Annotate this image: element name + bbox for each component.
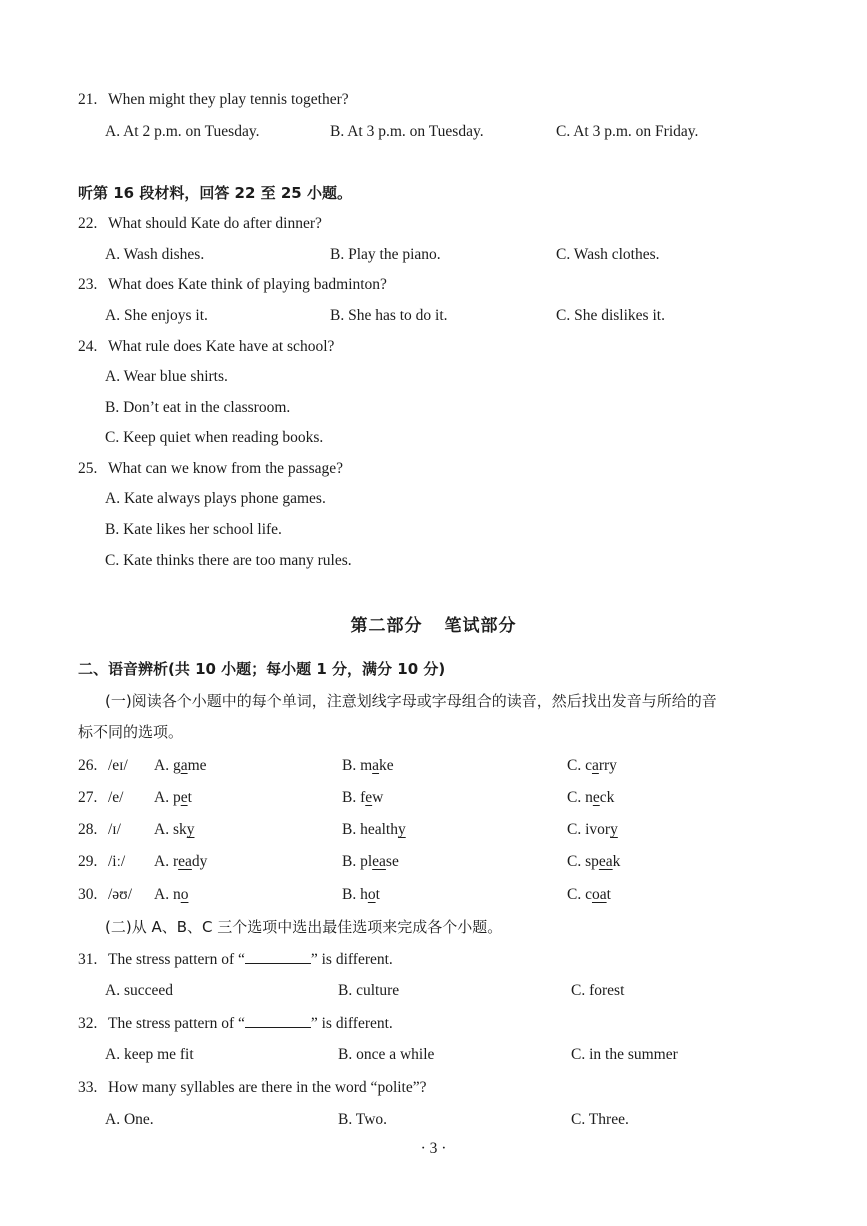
part-two-title: 第二部分 — [350, 616, 423, 636]
q33-option-a: A. One. — [105, 1111, 154, 1128]
question-number: 29. — [78, 853, 98, 870]
option-a-label: A. — [154, 886, 173, 903]
section-title: 二、语音辨析(共 10 小题；每小题 1 分，满分 10 分) — [78, 660, 446, 678]
option-a-word-end: dy — [191, 853, 208, 870]
option-b-end: se — [385, 853, 399, 870]
question-number: 22. — [78, 215, 98, 232]
option-c — [567, 885, 611, 905]
question-number: 30. — [78, 886, 98, 903]
option-b-end: t — [375, 886, 380, 903]
page-number: · 3 · — [420, 1140, 447, 1157]
option-a-underlined: ea — [178, 853, 192, 870]
question-number: 24. — [78, 338, 98, 355]
question-number: 32. — [78, 1015, 98, 1032]
q23-option-c: C. She dislikes it. — [556, 307, 665, 324]
question-21 — [78, 90, 349, 110]
q25-option-a: A. Kate always plays phone games. — [105, 490, 326, 507]
option-c-end: k — [612, 853, 621, 870]
question-number: 25. — [78, 460, 98, 477]
option-a-underlined: e — [180, 789, 188, 806]
question-number: 28. — [78, 821, 98, 838]
answer-blank — [245, 1013, 311, 1028]
sub-instruction-2: (二)从 A、B、C 三个选项中选出最佳选项来完成各个小题。 — [105, 918, 503, 936]
option-b-underlined: o — [367, 886, 376, 903]
phonetic-symbol: /e/ — [108, 789, 124, 806]
option-a-word-start: p — [172, 789, 181, 806]
question-text: What can we know from the passage? — [108, 460, 343, 477]
listening-instruction-16: 听第 16 段材料，回答 22 至 25 小题。 — [78, 184, 352, 202]
option-a-label: A. — [154, 757, 173, 774]
option-a-underlined: a — [180, 757, 188, 774]
question-text: What does Kate think of playing badminton? — [108, 276, 387, 293]
q31-option-b: B. culture — [338, 982, 400, 999]
question-number: 21. — [78, 91, 98, 108]
q32-option-b: B. once a while — [338, 1046, 435, 1063]
option-c-start: C. c — [567, 757, 592, 774]
question-text-post: ” is different. — [310, 1015, 393, 1032]
question-number: 33. — [78, 1079, 98, 1096]
question-24 — [78, 337, 334, 357]
question-text-pre: The stress pattern of “ — [108, 951, 245, 968]
option-b-start: B. health — [342, 821, 398, 838]
phonetics-row — [78, 756, 207, 776]
option-b-underlined: y — [397, 821, 406, 838]
question-32 — [78, 1013, 393, 1034]
question-text: What should Kate do after dinner? — [108, 215, 322, 232]
phonetic-symbol: /əʊ/ — [108, 886, 132, 903]
question-22 — [78, 214, 322, 234]
option-a-label: A. — [154, 853, 173, 870]
question-number: 27. — [78, 789, 98, 806]
q21-option-b: B. At 3 p.m. on Tuesday. — [330, 123, 484, 140]
option-a-underlined: y — [186, 821, 195, 838]
q22-option-b: B. Play the piano. — [330, 246, 441, 263]
phonetics-row — [78, 820, 195, 840]
part-two-heading — [0, 611, 867, 636]
q31-option-a: A. succeed — [105, 982, 173, 999]
question-23 — [78, 275, 387, 295]
option-c-underlined: oa — [591, 886, 607, 903]
option-c — [567, 756, 617, 776]
question-33 — [78, 1078, 427, 1098]
option-c-end: ck — [599, 789, 615, 806]
option-b-start: B. m — [342, 757, 373, 774]
option-c-underlined: ea — [598, 853, 613, 870]
q32-option-a: A. keep me fit — [105, 1046, 194, 1063]
option-b-end: w — [372, 789, 384, 806]
sub-instruction-1-line2: 标不同的选项。 — [78, 723, 184, 741]
option-c-start: C. ivor — [567, 821, 611, 838]
option-c — [567, 852, 620, 872]
option-b — [342, 820, 406, 840]
option-c-underlined: y — [610, 821, 618, 838]
option-c-underlined: e — [592, 789, 600, 806]
phonetics-row — [78, 788, 192, 808]
phonetic-symbol: /iː/ — [108, 853, 126, 870]
phonetic-symbol: /ɪ/ — [108, 821, 121, 838]
option-b-underlined: e — [365, 789, 373, 806]
option-c-start: C. sp — [567, 853, 599, 870]
question-31 — [78, 949, 393, 970]
option-b-start: B. pl — [342, 853, 373, 870]
question-25 — [78, 459, 343, 479]
q23-option-a: A. She enjoys it. — [105, 307, 208, 324]
q24-option-c: C. Keep quiet when reading books. — [105, 429, 324, 446]
question-number: 26. — [78, 757, 98, 774]
q22-option-a: A. Wash dishes. — [105, 246, 205, 263]
q24-option-b: B. Don’t eat in the classroom. — [105, 399, 291, 416]
question-number: 23. — [78, 276, 98, 293]
option-b — [342, 852, 399, 872]
written-part-title: 笔试部分 — [444, 616, 517, 636]
question-text: When might they play tennis together? — [108, 91, 349, 108]
question-text: What rule does Kate have at school? — [108, 338, 335, 355]
q23-option-b: B. She has to do it. — [330, 307, 448, 324]
q32-option-c: C. in the summer — [571, 1046, 678, 1063]
answer-blank — [245, 949, 311, 964]
option-a-word-start: r — [172, 853, 179, 870]
option-a-word-end: t — [187, 789, 192, 806]
option-a-word-end: me — [187, 757, 207, 774]
question-text-pre: The stress pattern of “ — [108, 1015, 245, 1032]
q22-option-c: C. Wash clothes. — [556, 246, 660, 263]
option-b — [342, 756, 394, 776]
q24-option-a: A. Wear blue shirts. — [105, 368, 228, 385]
question-number: 31. — [78, 951, 98, 968]
q25-option-c: C. Kate thinks there are too many rules. — [105, 552, 352, 569]
q33-option-c: C. Three. — [571, 1111, 629, 1128]
q25-option-b: B. Kate likes her school life. — [105, 521, 282, 538]
option-c-underlined: a — [591, 757, 599, 774]
option-b — [342, 885, 380, 905]
option-b-start: B. f — [342, 789, 366, 806]
q21-option-c: C. At 3 p.m. on Friday. — [556, 123, 699, 140]
option-b-start: B. h — [342, 886, 368, 903]
option-b-underlined: ea — [372, 853, 386, 870]
option-c-end: t — [606, 886, 611, 903]
q31-option-c: C. forest — [571, 982, 625, 999]
option-a-word-start: n — [172, 886, 181, 903]
option-b-end: ke — [379, 757, 394, 774]
option-c-end: rry — [598, 757, 617, 774]
phonetics-row — [78, 852, 207, 872]
q33-option-b: B. Two. — [338, 1111, 388, 1128]
option-a-underlined: o — [180, 886, 189, 903]
option-c — [567, 788, 614, 808]
option-c-start: C. n — [567, 789, 593, 806]
q21-option-a: A. At 2 p.m. on Tuesday. — [105, 123, 260, 140]
phonetics-row — [78, 885, 188, 905]
question-text-post: ” is different. — [310, 951, 393, 968]
option-b — [342, 788, 383, 808]
option-b-underlined: a — [372, 757, 380, 774]
question-text: How many syllables are there in the word “polite”? — [108, 1079, 427, 1096]
sub-instruction-1-line1: (一)阅读各个小题中的每个单词，注意划线字母或字母组合的读音，然后找出发音与所给的音 — [105, 692, 717, 710]
option-a-label: A. — [154, 789, 173, 806]
option-a-word-start: sk — [172, 821, 187, 838]
option-c — [567, 820, 618, 840]
option-a-word-start: g — [172, 757, 181, 774]
option-a-label: A. — [154, 821, 173, 838]
phonetic-symbol: /eɪ/ — [108, 757, 128, 774]
option-c-start: C. c — [567, 886, 592, 903]
